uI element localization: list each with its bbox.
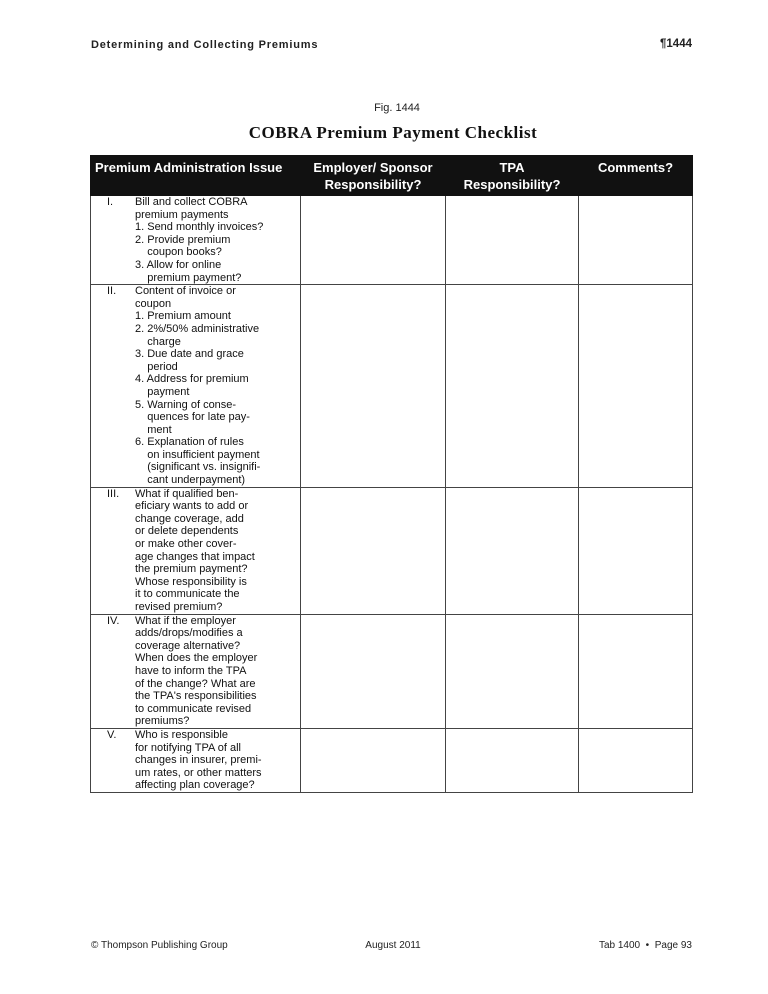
issue-text-line: What if the employer bbox=[135, 614, 236, 627]
column-header-tpa bbox=[446, 156, 579, 196]
employer-response-cell bbox=[301, 196, 446, 285]
comments-cell bbox=[579, 487, 693, 614]
issue-cell bbox=[91, 487, 301, 614]
tpa-response-cell bbox=[446, 196, 579, 285]
issue-text-line: changes in insurer, premi- bbox=[135, 754, 262, 767]
issue-numeral: IV. bbox=[107, 614, 120, 627]
issue-text-line: to communicate revised bbox=[135, 702, 252, 715]
running-header-section: ¶1444 bbox=[660, 38, 692, 50]
issue-text-line: coupon books? bbox=[135, 246, 222, 259]
employer-response-cell bbox=[301, 487, 446, 614]
issue-numeral: V. bbox=[107, 728, 117, 741]
issue-cell bbox=[91, 196, 301, 285]
issue-text-line: of the change? What are bbox=[135, 677, 256, 690]
issue-text-line: it to communicate the bbox=[135, 588, 240, 601]
issue-text-line: Whose responsibility is bbox=[135, 575, 247, 588]
issue-cell bbox=[91, 728, 301, 792]
column-header-employer bbox=[301, 156, 446, 196]
issue-text-line: 2. 2%/50% administrative bbox=[135, 322, 260, 335]
table-row bbox=[91, 614, 693, 728]
issue-text-line: have to inform the TPA bbox=[135, 664, 247, 677]
issue-item bbox=[91, 488, 300, 614]
issue-text-line: change coverage, add bbox=[135, 512, 244, 525]
issue-text-line: cant underpayment) bbox=[135, 474, 246, 487]
issue-text-line: adds/drops/modifies a bbox=[135, 627, 243, 640]
issue-text-line: 2. Provide premium bbox=[135, 233, 231, 246]
issue-text-line: affecting plan coverage? bbox=[135, 779, 255, 792]
table-row bbox=[91, 728, 693, 792]
footer-page: Tab 1400 • Page 93 bbox=[598, 940, 692, 951]
issue-text-line: (significant vs. insignifi- bbox=[135, 461, 261, 474]
issue-item bbox=[91, 615, 300, 728]
issue-cell bbox=[91, 285, 301, 488]
tpa-response-cell bbox=[446, 728, 579, 792]
issue-text-line: When does the employer bbox=[135, 652, 258, 665]
issue-text-line: 1. Premium amount bbox=[135, 310, 231, 323]
issue-text bbox=[135, 729, 300, 792]
employer-response-cell bbox=[301, 728, 446, 792]
employer-response-cell bbox=[301, 285, 446, 488]
figure-label: Fig. 1444 bbox=[374, 102, 420, 114]
table-row bbox=[91, 285, 693, 488]
issue-text-line: eficiary wants to add or bbox=[135, 500, 249, 513]
header-row bbox=[91, 156, 693, 196]
footer-publisher: © Thompson Publishing Group bbox=[91, 940, 228, 951]
issue-text-line: for notifying TPA of all bbox=[135, 741, 241, 754]
issue-text bbox=[135, 196, 300, 284]
issue-numeral: I. bbox=[107, 196, 114, 208]
issue-text-line: 3. Allow for online bbox=[135, 258, 222, 271]
column-header-comments: Comments? bbox=[579, 156, 693, 196]
employer-header-line1: Employer/ Sponsor bbox=[313, 160, 433, 175]
comments-cell bbox=[579, 614, 693, 728]
issue-text-line: payment bbox=[135, 385, 190, 398]
issue-text-line: premium payment? bbox=[135, 271, 242, 284]
table-row bbox=[91, 196, 693, 285]
issue-text-line: Bill and collect COBRA bbox=[135, 196, 248, 208]
issue-item bbox=[91, 285, 300, 487]
issue-item bbox=[91, 729, 300, 792]
employer-response-cell bbox=[301, 614, 446, 728]
issue-text bbox=[135, 615, 300, 728]
issue-text-line: or delete dependents bbox=[135, 525, 239, 538]
issue-text-line: premium payments bbox=[135, 208, 229, 221]
comments-cell bbox=[579, 196, 693, 285]
issue-text-line: um rates, or other matters bbox=[135, 766, 262, 779]
issue-text-line: 5. Warning of conse- bbox=[135, 398, 237, 411]
issue-text-line: coverage alternative? bbox=[135, 639, 241, 652]
issue-text-line: or make other cover- bbox=[135, 538, 237, 551]
issue-text-line: period bbox=[135, 360, 178, 373]
issue-text-line: age changes that impact bbox=[135, 550, 255, 563]
issue-text-line: 3. Due date and grace bbox=[135, 348, 244, 361]
running-header-title: Determining and Collecting Premiums bbox=[91, 39, 319, 51]
issue-item bbox=[91, 196, 300, 284]
comments-cell bbox=[579, 285, 693, 488]
issue-text-line: premiums? bbox=[135, 715, 190, 728]
issue-text-line: ment bbox=[135, 423, 172, 436]
issue-cell bbox=[91, 614, 301, 728]
issue-numeral: II. bbox=[107, 285, 117, 298]
tpa-header-line2: Responsibility? bbox=[463, 177, 561, 192]
tpa-response-cell bbox=[446, 285, 579, 488]
tpa-header-line1: TPA bbox=[499, 160, 525, 175]
figure-title: COBRA Premium Payment Checklist bbox=[248, 123, 538, 142]
checklist-table bbox=[90, 155, 693, 793]
issue-text-line: Who is responsible bbox=[135, 728, 228, 741]
employer-header-line2: Responsibility? bbox=[324, 177, 422, 192]
footer-date: August 2011 bbox=[365, 940, 421, 951]
issue-text bbox=[135, 488, 300, 614]
issue-text-line: 6. Explanation of rules bbox=[135, 436, 244, 449]
issue-numeral: III. bbox=[107, 487, 120, 500]
issue-text-line: the TPA's responsibilities bbox=[135, 690, 257, 703]
issue-text-line: 1. Send monthly invoices? bbox=[135, 221, 264, 234]
table-row bbox=[91, 487, 693, 614]
issue-text-line: coupon bbox=[135, 297, 172, 310]
issue-text-line: What if qualified ben- bbox=[135, 487, 239, 500]
issue-text-line: 4. Address for premium bbox=[135, 373, 249, 386]
tpa-response-cell bbox=[446, 614, 579, 728]
issue-text-line: revised premium? bbox=[135, 601, 223, 613]
comments-cell bbox=[579, 728, 693, 792]
issue-text-line: on insufficient payment bbox=[135, 448, 260, 461]
issue-text bbox=[135, 285, 300, 487]
issue-text-line: Content of invoice or bbox=[135, 285, 236, 298]
checklist-body bbox=[91, 196, 693, 793]
issue-text-line: the premium payment? bbox=[135, 563, 248, 576]
column-header-issue: Premium Administration Issue bbox=[91, 156, 301, 196]
issue-text-line: charge bbox=[135, 335, 181, 348]
tpa-response-cell bbox=[446, 487, 579, 614]
issue-text-line: quences for late pay- bbox=[135, 411, 250, 424]
